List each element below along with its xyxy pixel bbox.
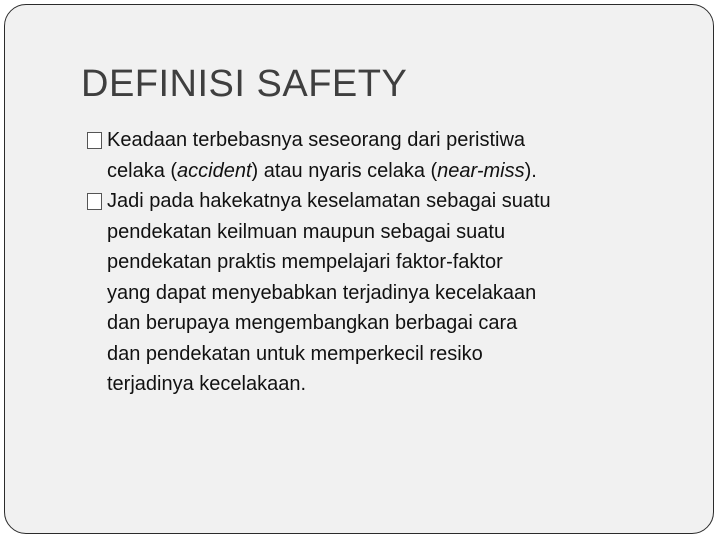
italic-term: accident — [177, 159, 252, 182]
text-segment: ). — [524, 159, 537, 182]
bullet-line — [107, 339, 697, 370]
text-segment: celaka ( — [107, 159, 178, 182]
square-bullet-icon — [87, 132, 102, 149]
text-segment: dan pendekatan untuk memperkecil resiko — [107, 342, 483, 365]
bullet-item — [87, 186, 697, 400]
text-segment: pendekatan keilmuan maupun sebagai suatu — [107, 220, 506, 243]
text-segment: ) atau nyaris celaka ( — [251, 159, 438, 182]
text-segment: pendekatan praktis mempelajari faktor-faktor — [107, 251, 503, 273]
text-segment: Jadi pada hakekatnya keselamatan sebagai suatu — [107, 190, 551, 212]
bullet-item — [87, 125, 697, 186]
slide — [4, 4, 714, 534]
text-segment: terjadinya kecelakaan. — [107, 373, 307, 395]
bullet-line — [107, 247, 697, 278]
text-segment: dan berupaya mengembangkan berbagai cara — [107, 312, 518, 334]
slide-title: DEFINISI SAFETY — [81, 63, 408, 105]
bullet-line — [107, 217, 697, 248]
square-bullet-icon — [87, 193, 102, 210]
bullet-line — [107, 186, 697, 217]
text-segment: Keadaan terbebasnya seseorang dari peristiwa — [107, 129, 526, 151]
bullet-line — [107, 125, 697, 156]
bullet-list — [87, 125, 697, 400]
bullet-line — [107, 369, 697, 400]
bullet-line — [107, 156, 697, 187]
text-segment: yang dapat menyebabkan terjadinya kecelakaan — [107, 281, 537, 304]
bullet-line — [107, 278, 697, 309]
bullet-line — [107, 308, 697, 339]
italic-term: near-miss — [437, 159, 525, 182]
